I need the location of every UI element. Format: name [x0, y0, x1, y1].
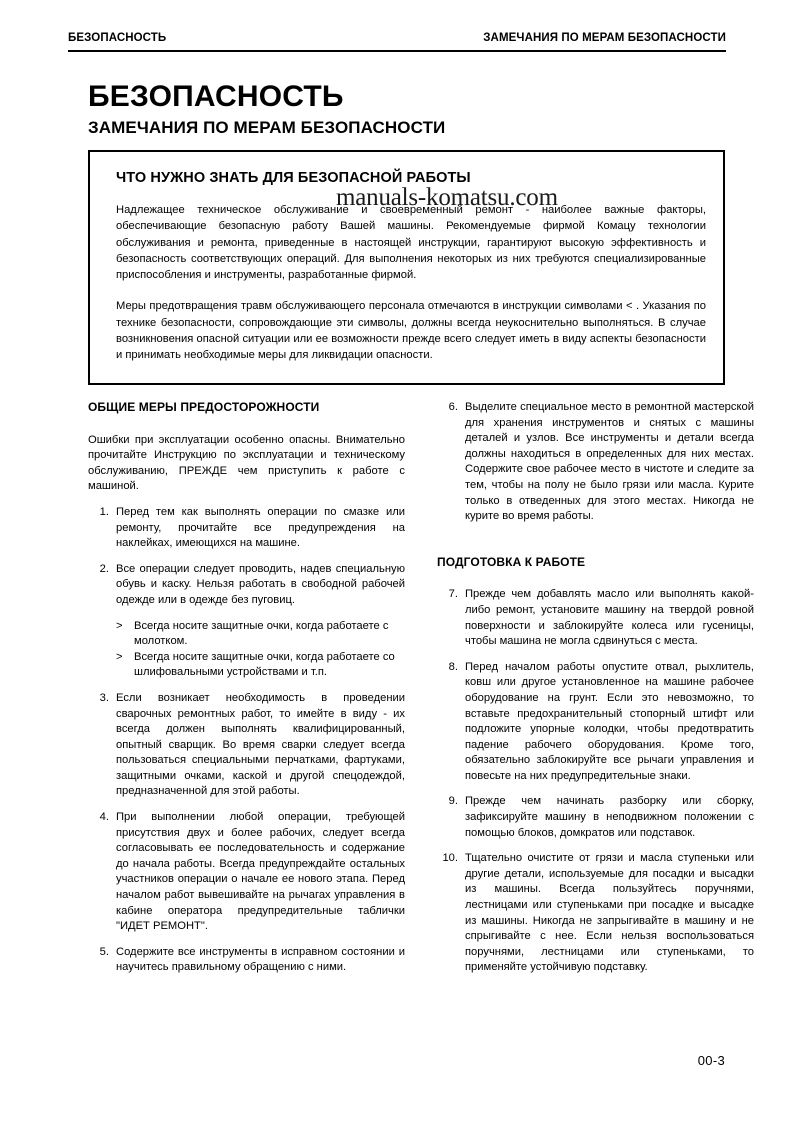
list-item-number: 1. [99, 505, 109, 518]
list-item-text: Прежде чем начинать разборку или сборку, зафиксируйте машину в неподвижном положении с помощью блоков, домкратов или подставок. [465, 795, 754, 839]
list-item-text: Тщательно очистите от грязи и масла ступеньки или другие детали, используемые для посадки и высадки из машины. Всегда пользуйтесь поручнями, лестницами или ступеньками при посадке и высадке из машины. Никогда не запрыгивайте в машину и не спрыгивайте с нее. Если нельзя воспользоваться поручнями, лестницами или ступеньками, то применяйте устойчивую подставку. [465, 852, 754, 974]
list-item [88, 562, 405, 681]
list-item [88, 945, 405, 976]
angle-bracket-bullet-icon: > [116, 650, 123, 663]
list-item-text: Перед тем как выполнять операции по смазке или ремонту, прочитайте все предупреждения на наклейках, имеющихся на машине. [116, 505, 405, 550]
list-item-number: 2. [99, 562, 109, 575]
list-item [437, 587, 754, 649]
list-item-text: Перед началом работы опустите отвал, рыхлитель, ковш или другое установленное на машине рабочее оборудование на грунт. Если это невозможно, то вставьте предохранительный стопорный штифт или подложите упорные колодки, чтобы предотвратить падение рабочего оборудования. Кроме того, обязательно заблокируйте все рычаги управления и повесьте на них предупредительные знаки. [465, 660, 754, 782]
list-item-text: Если возникает необходимость в проведении сварочных ремонтных работ, то имейте в виду - их всегда должен выполнять квалифицированный, опытный сварщик. Во время сварки следует всегда пользоваться специальными перчатками, фартуками, защитными очками, каской и другой спецодеждой, предназначенной для этой работы. [116, 691, 405, 798]
sub-bullet-list [116, 619, 405, 681]
right-numbered-list-bottom [437, 587, 754, 976]
notice-body [116, 202, 706, 364]
list-item-number: 6. [448, 401, 458, 413]
page-number: 00-3 [697, 1053, 725, 1068]
list-item [437, 660, 754, 785]
notice-paragraph-2: Меры предотвращения травм обслуживающего персонала отмечаются в инструкции символами < . Указания по технике безопасности, сопровождающие эти символы, должны всегда неукоснительно выполняться. В случае возникновения опасной ситуации или ее возможности прежде всего следует иметь в виду аспекты безопасности и принимать необходимые меры для ликвидации опасности. [116, 300, 706, 362]
list-item-number: 4. [99, 811, 109, 824]
list-item-text: Прежде чем добавлять масло или выполнять какой-либо ремонт, установите машину на твердой ровной поверхности и заблокируйте колеса или гусеницы, чтобы машина не могла сдвинуться с места. [465, 588, 754, 648]
notice-title: ЧТО НУЖНО ЗНАТЬ ДЛЯ БЕЗОПАСНОЙ РАБОТЫ [116, 170, 471, 186]
page-title: БЕЗОПАСНОСТЬ [88, 80, 344, 113]
running-header-left: БЕЗОПАСНОСТЬ [68, 32, 167, 44]
list-item-number: 5. [99, 945, 109, 958]
list-item-text: Все операции следует проводить, надев специальную обувь и каску. Нельзя работать в свободной рабочей одежде или в одежде без пуговиц. [116, 562, 405, 606]
sub-list-item [116, 619, 405, 650]
list-item-number: 3. [99, 691, 109, 704]
right-column [437, 400, 754, 986]
list-item [437, 851, 754, 976]
notice-paragraph-1: Надлежащее техническое обслуживание и своевременный ремонт - наиболее важные факторы, обеспечивающие безопасную работу Вашей машины. Рекомендуемые фирмой Комацу технологии обслуживания и ремонта, приведенные в настоящей инструкции, гарантируют высокую эффективность и безопасность соответствующих операций. Для выполнения некоторых из них требуются специализированные приспособления и инструменты, разработанные фирмой. [116, 204, 706, 282]
notice-box [88, 150, 725, 385]
left-section-heading: ОБЩИЕ МЕРЫ ПРЕДОСТОРОЖНОСТИ [88, 400, 320, 414]
watermark-text: manuals-komatsu.com [336, 184, 558, 211]
list-item [88, 691, 405, 800]
running-header-right: ЗАМЕЧАНИЯ ПО МЕРАМ БЕЗОПАСНОСТИ [483, 32, 726, 44]
list-item-text: Содержите все инструменты в исправном состоянии и научитесь правильному обращению с ними. [116, 945, 405, 974]
list-item [437, 794, 754, 841]
page-subtitle: ЗАМЕЧАНИЯ ПО МЕРАМ БЕЗОПАСНОСТИ [88, 118, 446, 137]
right-numbered-list-top [437, 400, 754, 525]
sub-list-item-text: Всегда носите защитные очки, когда работаете с молотком. [134, 619, 389, 648]
angle-bracket-bullet-icon: > [116, 619, 123, 632]
running-header [68, 32, 726, 44]
list-item [88, 505, 405, 552]
left-column [88, 400, 405, 986]
list-item-text: При выполнении любой операции, требующей присутствия двух и более рабочих, следует всегда согласовывать ее последовательность и содержание до начала работы. Всегда предупреждайте остальных участников операции о начале ее нового этапа. Перед началом работ вывешивайте на рычагах управления в кабине оператора предупредительные таблички "ИДЕТ РЕМОНТ". [116, 811, 405, 933]
list-item-text: Выделите специальное место в ремонтной мастерской для хранения инструментов и снятых с машины деталей и узлов. Все инструменты и детали всегда должны находиться в определенных для них местах. Содержите свое рабочее место в чистоте и следите за тем, чтобы на полу не было грязи или масла. Курите только в отведенных для этого местах. Никогда не курите во время работы. [465, 401, 754, 523]
list-item-number: 10. [442, 852, 458, 865]
sub-list-item [116, 650, 405, 681]
left-intro-paragraph: Ошибки при эксплуатации особенно опасны. Внимательно прочитайте Инструкцию по эксплуатации и техническому обслуживанию, ПРЕЖДЕ чем приступить к работе с машиной. [88, 433, 405, 493]
left-numbered-list [88, 505, 405, 976]
list-item [437, 400, 754, 525]
list-item-number: 7. [448, 588, 458, 601]
list-item-number: 8. [448, 660, 458, 673]
header-rule [68, 50, 726, 52]
sub-list-item-text: Всегда носите защитные очки, когда работаете со шлифовальными устройствами и т.п. [134, 650, 395, 679]
list-item [88, 810, 405, 935]
right-section-heading: ПОДГОТОВКА К РАБОТЕ [437, 554, 586, 569]
list-item-number: 9. [448, 795, 458, 808]
